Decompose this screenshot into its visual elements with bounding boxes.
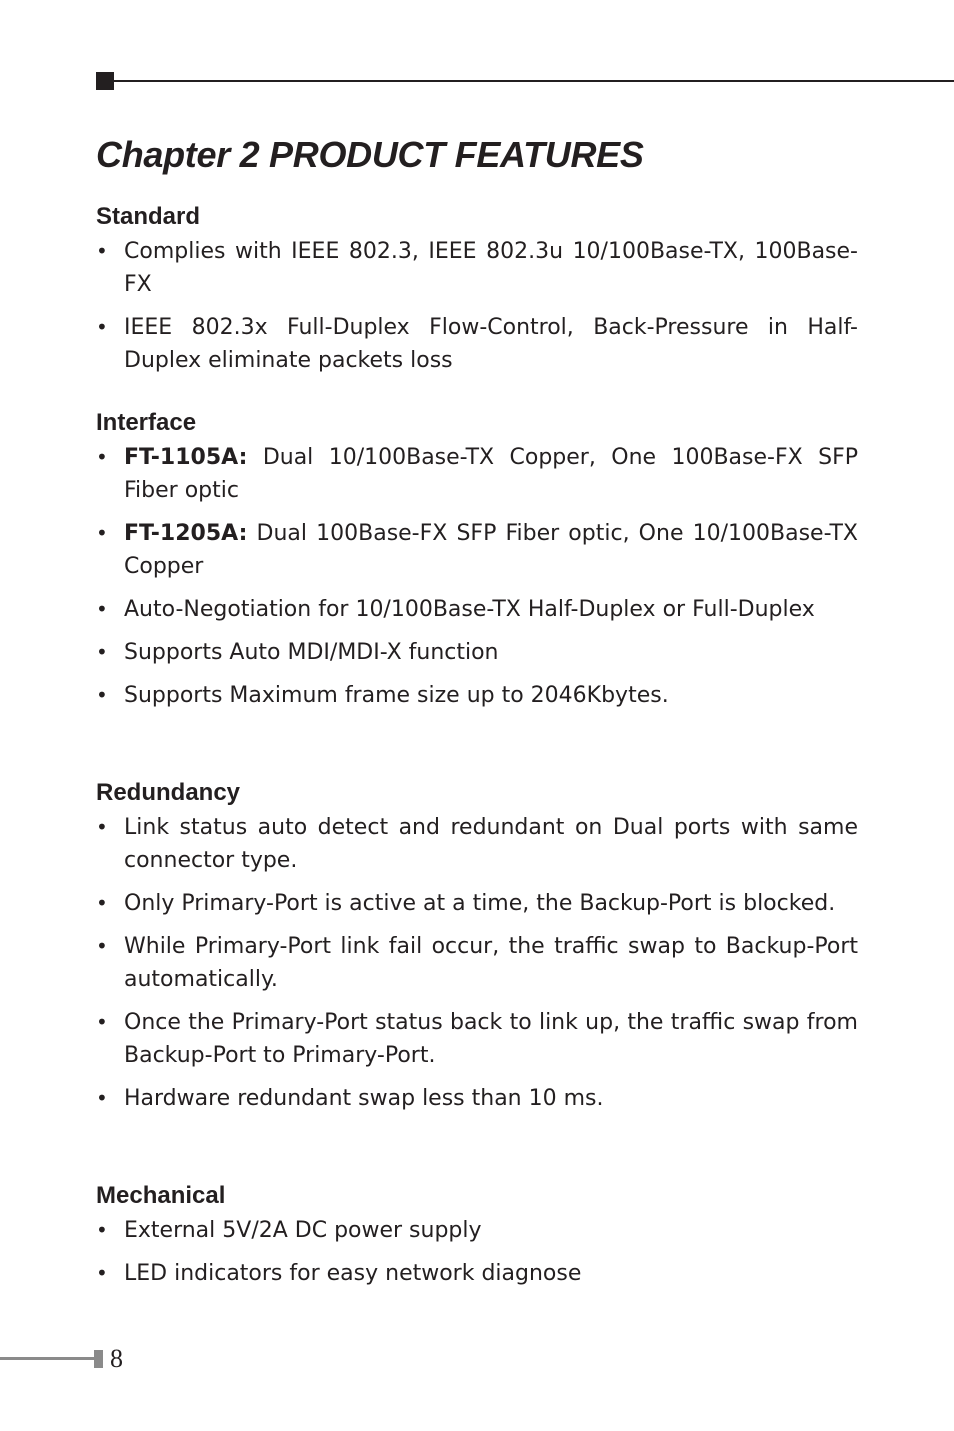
redundancy-list — [96, 811, 858, 1115]
bullet-icon: • — [96, 1010, 108, 1034]
bullet-icon: • — [96, 315, 108, 339]
section-heading-redundancy: Redundancy — [96, 779, 241, 806]
list-item — [96, 930, 858, 996]
section-redundancy — [96, 779, 858, 1125]
bullet-icon: • — [96, 683, 108, 707]
item-text: Supports Auto MDI/MDI-X function — [124, 640, 499, 665]
footer-marker — [94, 1350, 103, 1368]
list-item — [96, 311, 858, 377]
header-square-marker — [96, 72, 114, 90]
list-item — [96, 636, 858, 669]
bullet-icon: • — [96, 597, 108, 621]
list-item — [96, 593, 858, 626]
list-item — [96, 1257, 858, 1290]
section-heading-interface: Interface — [96, 409, 197, 436]
bullet-icon: • — [96, 640, 108, 664]
bullet-icon: • — [96, 521, 108, 545]
bullet-icon: • — [96, 1086, 108, 1110]
interface-list — [96, 441, 858, 712]
bullet-icon: • — [96, 1218, 108, 1242]
list-item — [96, 1214, 858, 1247]
list-item — [96, 1006, 858, 1072]
item-text: Dual 100Base-FX SFP Fiber optic, One 10/100Base-TX Copper — [124, 521, 858, 579]
item-text: Only Primary-Port is active at a time, the Backup-Port is blocked. — [124, 891, 836, 916]
list-item — [96, 887, 858, 920]
page-number: 8 — [110, 1344, 123, 1373]
standard-list — [96, 235, 858, 377]
bullet-icon: • — [96, 239, 108, 263]
item-text: Complies with IEEE 802.3, IEEE 802.3u 10/100Base-TX, 100Base-FX — [124, 239, 858, 297]
list-item — [96, 679, 858, 712]
footer-rule — [0, 1357, 94, 1360]
section-interface — [96, 409, 858, 722]
item-text: Dual 10/100Base-TX Copper, One 100Base-FX SFP Fiber optic — [124, 445, 858, 503]
bullet-icon: • — [96, 1261, 108, 1285]
item-text: Supports Maximum frame size up to 2046Kbytes. — [124, 683, 669, 708]
item-text: External 5V/2A DC power supply — [124, 1218, 482, 1243]
list-item — [96, 235, 858, 301]
header-rule — [96, 80, 954, 82]
item-text: LED indicators for easy network diagnose — [124, 1261, 582, 1286]
item-text: IEEE 802.3x Full-Duplex Flow-Control, Back-Pressure in Half-Duplex eliminate packets loss — [124, 315, 858, 373]
bullet-icon: • — [96, 934, 108, 958]
model-label: FT-1105A: — [124, 445, 248, 470]
bullet-icon: • — [96, 445, 108, 469]
section-standard — [96, 203, 858, 387]
item-text: Auto-Negotiation for 10/100Base-TX Half-Duplex or Full-Duplex — [124, 597, 815, 622]
chapter-title: Chapter 2 PRODUCT FEATURES — [96, 134, 644, 175]
mechanical-list — [96, 1214, 858, 1290]
list-item — [96, 811, 858, 877]
list-item — [96, 517, 858, 583]
item-text: Link status auto detect and redundant on Dual ports with same connector type. — [124, 815, 858, 873]
bullet-icon: • — [96, 815, 108, 839]
section-heading-standard: Standard — [96, 203, 201, 230]
item-text: Once the Primary-Port status back to link up, the traffic swap from Backup-Port to Primary-Port. — [124, 1010, 858, 1068]
item-text: While Primary-Port link fail occur, the traffic swap to Backup-Port automatically. — [124, 934, 858, 992]
list-item — [96, 1082, 858, 1115]
item-text: Hardware redundant swap less than 10 ms. — [124, 1086, 604, 1111]
bullet-icon: • — [96, 891, 108, 915]
list-item — [96, 441, 858, 507]
section-mechanical — [96, 1182, 858, 1300]
section-heading-mechanical: Mechanical — [96, 1182, 226, 1209]
model-label: FT-1205A: — [124, 521, 248, 546]
